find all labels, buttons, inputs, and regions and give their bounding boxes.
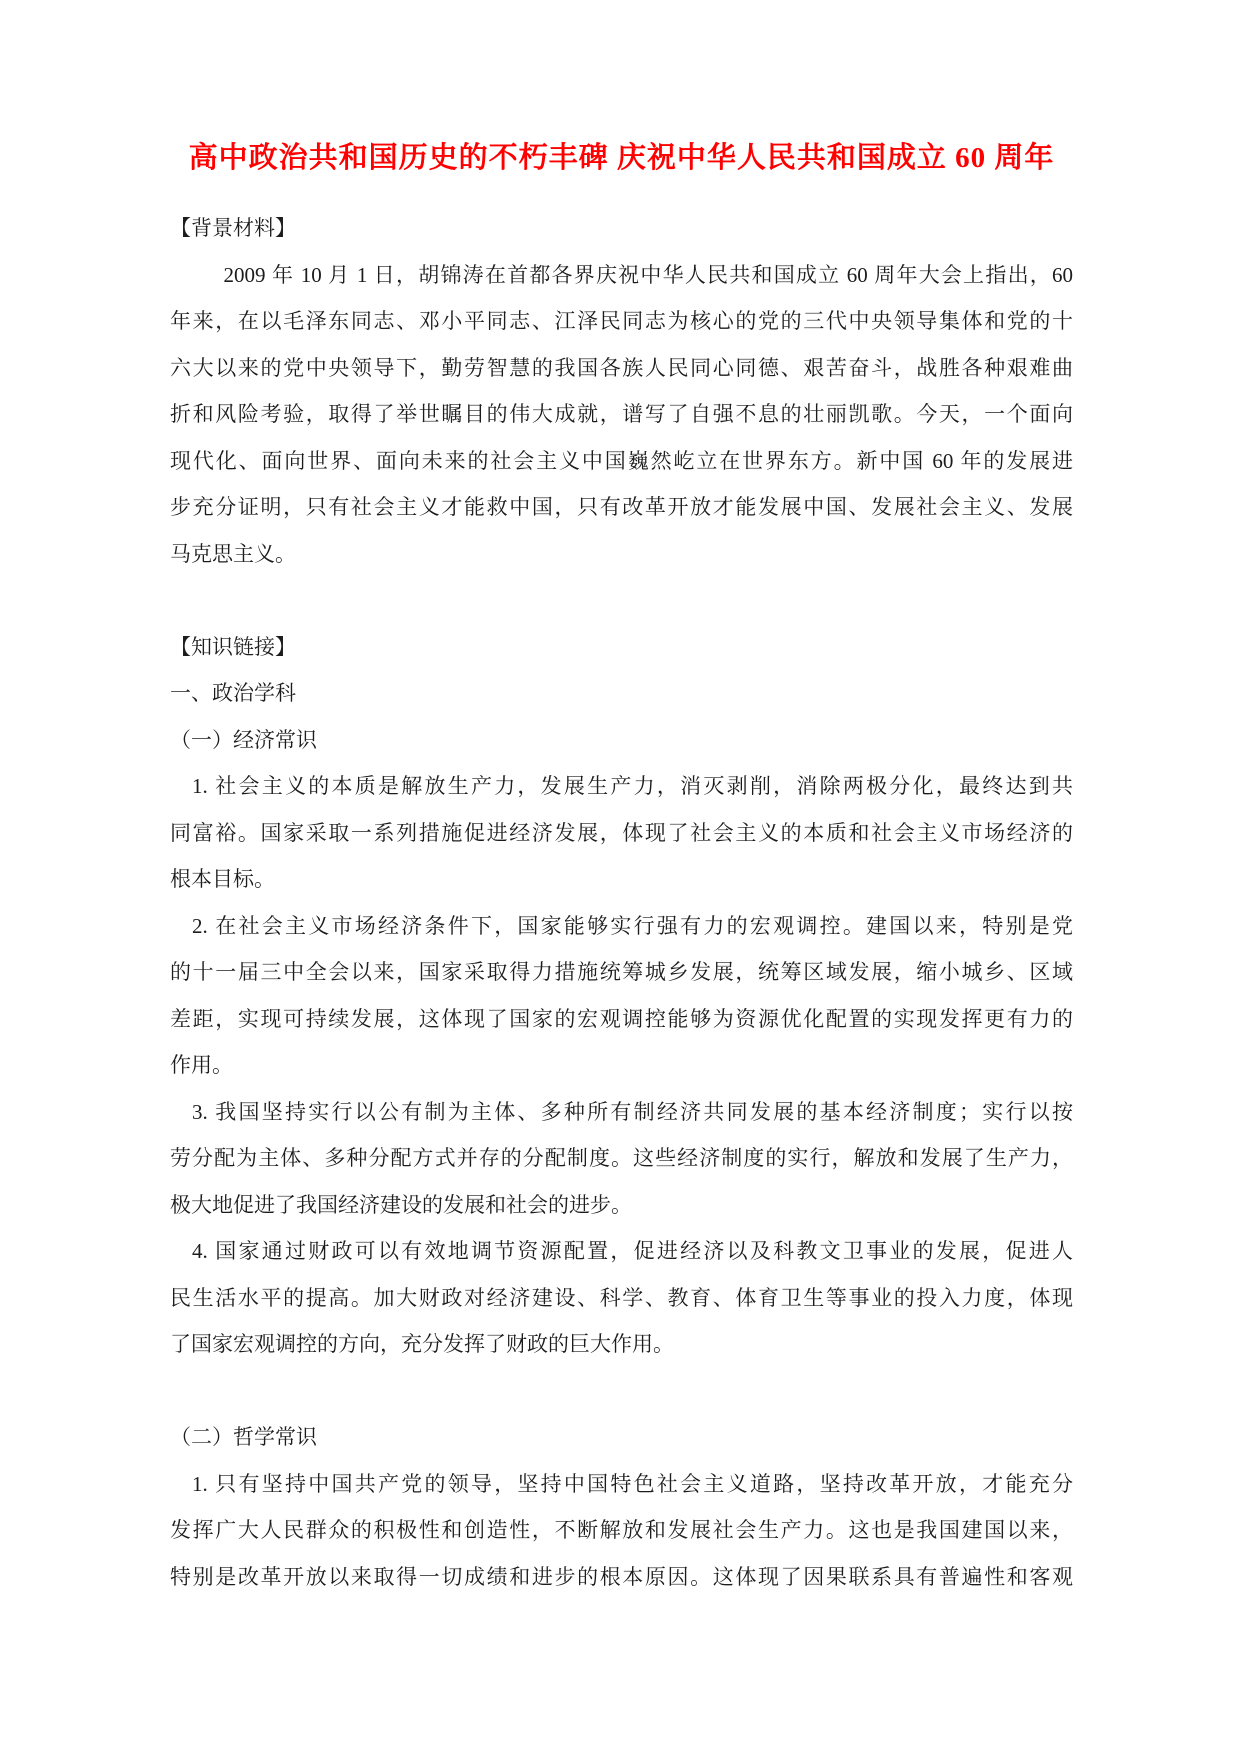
text-line: 劳分配为主体、多种分配方式并存的分配制度。这些经济制度的实行，解放和发展了生产力， [170,1146,1073,1170]
economics-subheading: （一）经济常识 [170,727,317,752]
text-line: 根本目标。 [170,867,275,891]
text-line: 折和风险考验，取得了举世瞩目的伟大成就，谱写了自强不息的壮丽凯歌。今天，一个面向 [170,402,1073,426]
economics-item-3 [170,1089,1073,1229]
philosophy-item-1 [170,1461,1073,1601]
background-section-heading: 【背景材料】 [170,216,296,240]
text-line: 民生活水平的提高。加大财政对经济建设、科学、教育、体育卫生等事业的投入力度，体现 [170,1285,1073,1310]
text-line: 同富裕。国家采取一系列措施促进经济发展，体现了社会主义的本质和社会主义市场经济的 [170,820,1073,845]
economics-item-1 [170,763,1073,903]
text-line: 六大以来的党中央领导下，勤劳智慧的我国各族人民同心同德、艰苦奋斗，战胜各种艰难曲 [170,355,1073,380]
text-line: 现代化、面向世界、面向未来的社会主义中国巍然屹立在世界东方。新中国 60 年的发展进 [170,448,1073,473]
text-line: 马克思主义。 [170,541,296,566]
text-line: 3. 我国坚持实行以公有制为主体、多种所有制经济共同发展的基本经济制度；实行以按 [192,1099,1073,1124]
text-line: 特别是改革开放以来取得一切成绩和进步的根本原因。这体现了因果联系具有普遍性和客观 [170,1564,1073,1589]
knowledge-section-heading: 【知识链接】 [170,634,296,659]
document-title: 高中政治共和国历史的不朽丰碑 庆祝中华人民共和国成立 60 周年 [188,142,1055,174]
text-line: 1. 只有坚持中国共产党的领导，坚持中国特色社会主义道路，坚持改革开放，才能充分 [192,1471,1073,1496]
text-line: 作用。 [170,1053,233,1077]
text-line: 差距，实现可持续发展，这体现了国家的宏观调控能够为资源优化配置的实现发挥更有力的 [170,1006,1073,1031]
text-line: 极大地促进了我国经济建设的发展和社会的进步。 [170,1192,632,1217]
subject-heading-politics: 一、政治学科 [170,681,296,705]
text-line: 发挥广大人民群众的积极性和创造性，不断解放和发展社会生产力。这也是我国建国以来， [170,1518,1073,1542]
text-line: 步充分证明，只有社会主义才能救中国，只有改革开放才能发展中国、发展社会主义、发展 [170,495,1073,519]
economics-item-4 [170,1228,1073,1368]
text-line: 1. 社会主义的本质是解放生产力，发展生产力，消灭剥削，消除两极分化，最终达到共 [192,774,1073,798]
text-line: 年来，在以毛泽东同志、邓小平同志、江泽民同志为核心的党的三代中央领导集体和党的十 [170,309,1073,333]
economics-item-2 [170,903,1073,1089]
text-line: 4. 国家通过财政可以有效地调节资源配置，促进经济以及科教文卫事业的发展，促进人 [192,1239,1073,1263]
document-content [170,134,1073,1600]
philosophy-subheading: （二）哲学常识 [170,1425,317,1449]
text-line: 了国家宏观调控的方向，充分发挥了财政的巨大作用。 [170,1332,674,1356]
text-line: 的十一届三中全会以来，国家采取得力措施统筹城乡发展，统筹区域发展，缩小城乡、区域 [170,960,1073,984]
text-line: 2. 在社会主义市场经济条件下，国家能够实行强有力的宏观调控。建国以来，特别是党 [192,913,1073,938]
text-line: 2009 年 10 月 1 日，胡锦涛在首都各界庆祝中华人民共和国成立 60 周年大会上指出，60 [223,262,1073,287]
background-paragraph [170,252,1073,578]
